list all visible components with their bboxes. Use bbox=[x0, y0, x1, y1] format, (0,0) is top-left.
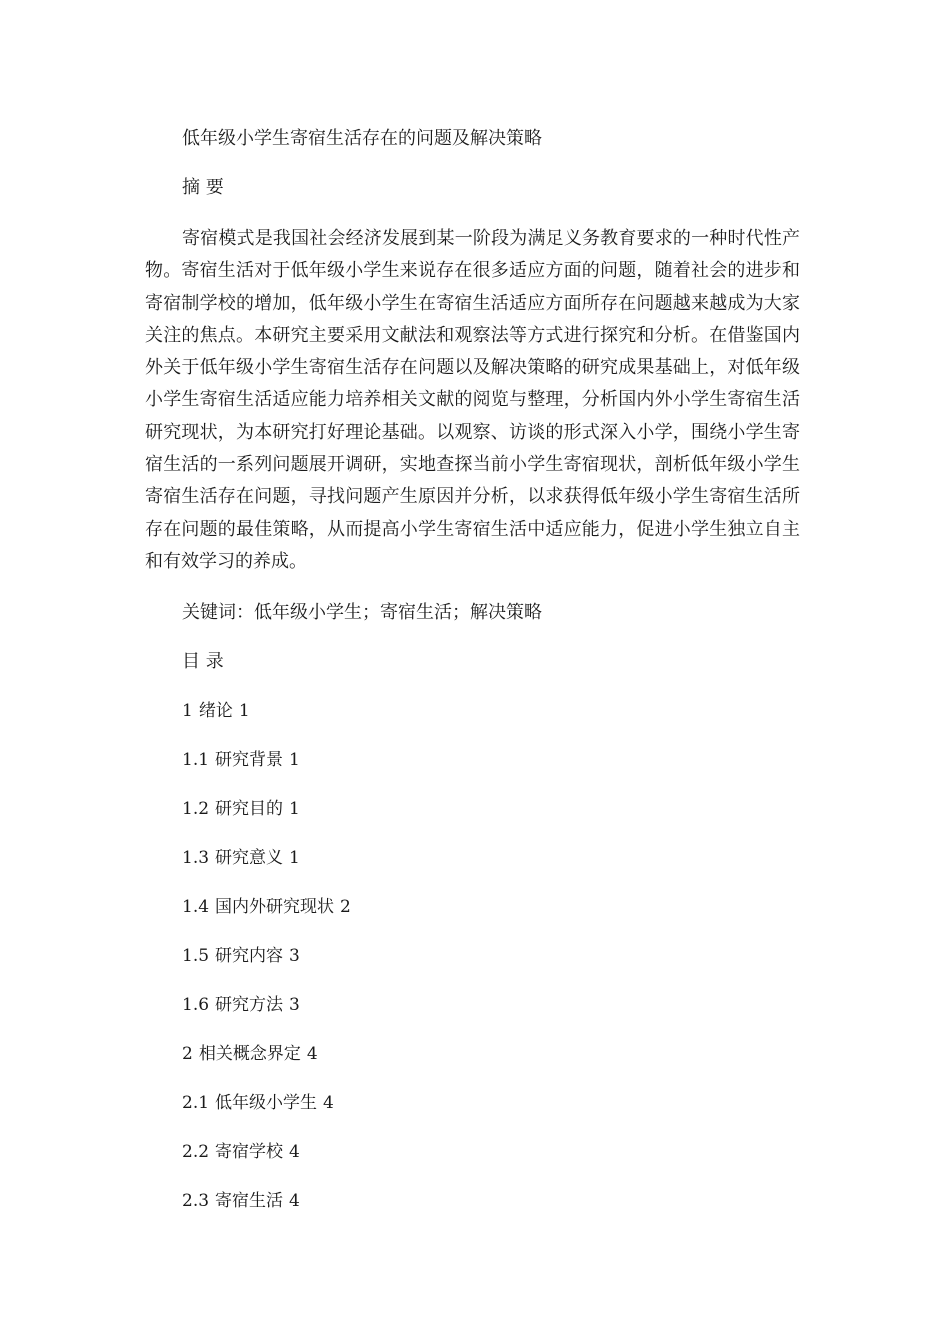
toc-item-page: 4 bbox=[306, 1044, 318, 1064]
toc-item-number: 2.3 bbox=[182, 1191, 210, 1211]
toc-item-number: 1.6 bbox=[182, 995, 210, 1015]
toc-item-number: 1.4 bbox=[182, 897, 210, 917]
toc-item bbox=[182, 697, 250, 725]
toc-item-number: 1 bbox=[182, 701, 193, 721]
toc-item bbox=[182, 746, 300, 774]
toc-item-title: 寄宿学校 bbox=[215, 1142, 284, 1162]
toc-item-page: 1 bbox=[289, 750, 300, 770]
toc-item-page: 1 bbox=[289, 799, 300, 819]
toc-item-page: 4 bbox=[289, 1191, 300, 1211]
toc-item-page: 2 bbox=[340, 897, 351, 917]
toc-item-title: 绪论 bbox=[198, 701, 233, 721]
toc-item-title: 研究方法 bbox=[215, 995, 284, 1015]
toc-item-title: 研究内容 bbox=[215, 946, 284, 966]
toc-item-title: 研究目的 bbox=[215, 799, 284, 819]
toc-item-title: 低年级小学生 bbox=[215, 1093, 318, 1113]
toc-item bbox=[182, 795, 300, 823]
toc-item bbox=[182, 1040, 318, 1068]
toc-item bbox=[182, 942, 300, 970]
toc-item-number: 1.3 bbox=[182, 848, 210, 868]
toc-item bbox=[182, 1089, 334, 1117]
toc-item bbox=[182, 1187, 300, 1215]
toc-item-number: 2.1 bbox=[182, 1093, 210, 1113]
toc-item-page: 4 bbox=[323, 1093, 334, 1113]
toc-item bbox=[182, 844, 300, 872]
toc-item bbox=[182, 991, 300, 1019]
keywords: 关键词：低年级小学生；寄宿生活；解决策略 bbox=[182, 602, 542, 623]
abstract-heading: 摘 要 bbox=[182, 177, 224, 198]
toc-item-page: 1 bbox=[238, 701, 250, 721]
toc-item-number: 2 bbox=[182, 1044, 193, 1064]
toc-item bbox=[182, 1138, 300, 1166]
toc-item-page: 3 bbox=[289, 946, 300, 966]
toc-item-title: 研究背景 bbox=[215, 750, 284, 770]
toc-item-title: 寄宿生活 bbox=[215, 1191, 284, 1211]
toc-item-number: 1.1 bbox=[182, 750, 210, 770]
toc-item-number: 1.5 bbox=[182, 946, 210, 966]
toc-item-number: 2.2 bbox=[182, 1142, 210, 1162]
toc-item-page: 4 bbox=[289, 1142, 300, 1162]
toc-heading: 目 录 bbox=[182, 651, 224, 672]
toc-item-title: 研究意义 bbox=[215, 848, 284, 868]
toc-item-number: 1.2 bbox=[182, 799, 210, 819]
toc-item-title: 国内外研究现状 bbox=[215, 897, 335, 917]
document-title: 低年级小学生寄宿生活存在的问题及解决策略 bbox=[182, 128, 542, 149]
toc-item-page: 1 bbox=[289, 848, 300, 868]
toc-item-page: 3 bbox=[289, 995, 300, 1015]
abstract-body: 寄宿模式是我国社会经济发展到某一阶段为满足义务教育要求的一种时代性产物。寄宿生活对于低年级小学生来说存在很多适应方面的问题，随着社会的进步和寄宿制学校的增加，低年级小学生在寄宿生活适应方面所存在问题越来越成为大家关注的焦点。本研究主要采用文献法和观察法等方式进行探究和分析。在借鉴国内外关于低年级小学生寄宿生活存在问题以及解决策略的研究成果基础上，对低年级小学生寄宿生活适应能力培养相关文献的阅览与整理，分析国内外小学生寄宿生活研究现状，为本研究打好理论基础。以观察、访谈的形式深入小学，围绕小学生寄宿生活的一系列问题展开调研，实地查探当前小学生寄宿现状，剖析低年级小学生寄宿生活存在问题，寻找问题产生原因并分析，以求获得低年级小学生寄宿生活所存在问题的最佳策略，从而提高小学生寄宿生活中适应能力，促进小学生独立自主和有效学习的养成。 bbox=[145, 228, 800, 572]
toc-item bbox=[182, 893, 351, 921]
toc-item-title: 相关概念界定 bbox=[198, 1044, 301, 1064]
